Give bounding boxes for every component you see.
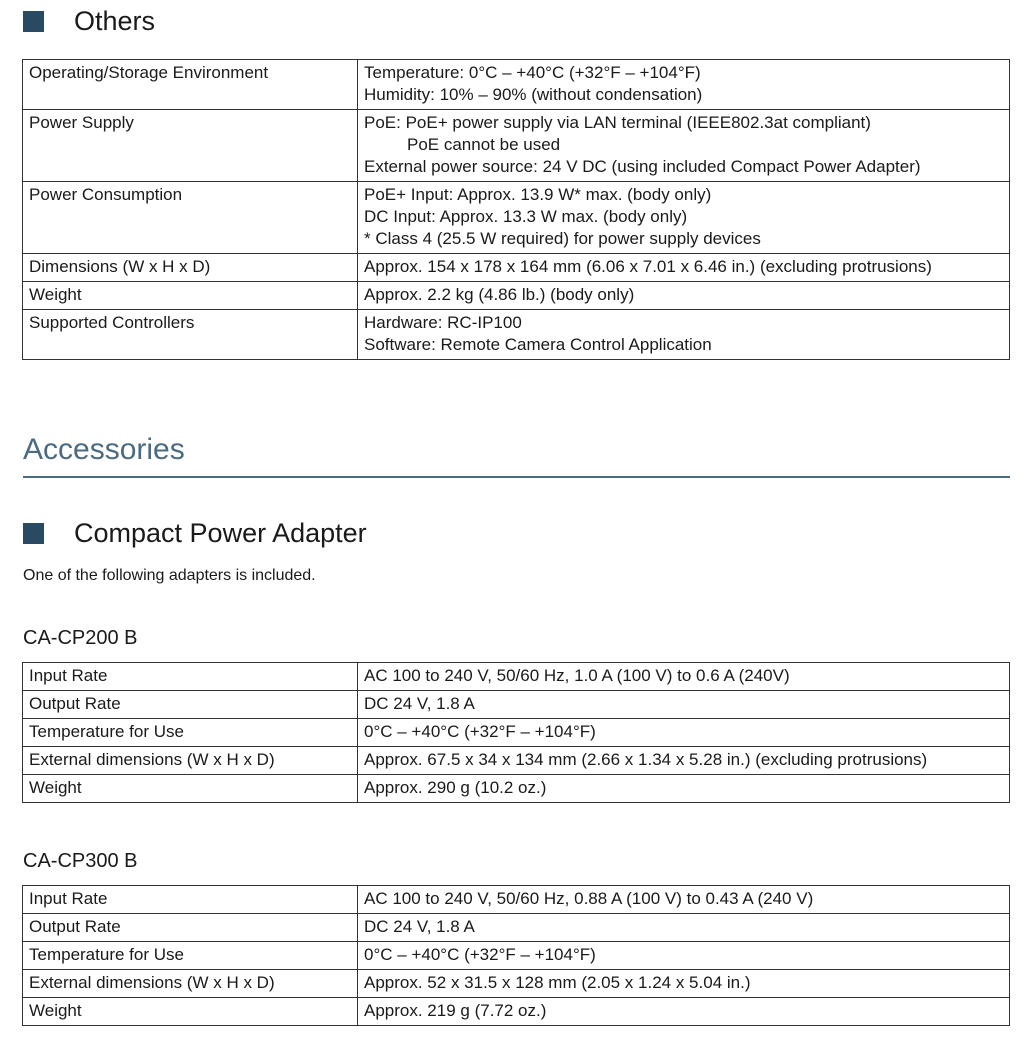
spec-value-line: Approx. 154 x 178 x 164 mm (6.06 x 7.01 x 6.46 in.) (excluding protrusions)	[364, 257, 932, 276]
spec-label: Power Consumption	[23, 182, 358, 254]
table-row	[23, 254, 1010, 282]
model-heading-cp300: CA-CP300 B	[23, 850, 138, 872]
spec-label: Output Rate	[23, 691, 358, 719]
table-row	[23, 691, 1010, 719]
spec-label: Input Rate	[23, 663, 358, 691]
spec-label: Weight	[23, 775, 358, 803]
spec-value	[358, 60, 1010, 110]
table-row	[23, 182, 1010, 254]
model-heading-cp200: CA-CP200 B	[23, 627, 138, 649]
spec-value: DC 24 V, 1.8 A	[358, 914, 1010, 942]
table-row	[23, 310, 1010, 360]
table-row	[23, 110, 1010, 182]
spec-value	[358, 110, 1010, 182]
spec-value-line: Humidity: 10% – 90% (without condensation)	[364, 85, 703, 104]
spec-value: Approx. 290 g (10.2 oz.)	[358, 775, 1010, 803]
spec-value	[358, 182, 1010, 254]
others-spec-table	[22, 59, 1010, 360]
spec-label: Output Rate	[23, 914, 358, 942]
spec-value: Approx. 219 g (7.72 oz.)	[358, 998, 1010, 1026]
table-row	[23, 775, 1010, 803]
square-bullet-icon	[23, 523, 44, 544]
others-heading-text: Others	[74, 6, 156, 36]
table-row	[23, 886, 1010, 914]
spec-value: AC 100 to 240 V, 50/60 Hz, 0.88 A (100 V) to 0.43 A (240 V)	[358, 886, 1010, 914]
table-row	[23, 747, 1010, 775]
table-row	[23, 998, 1010, 1026]
spec-value	[358, 282, 1010, 310]
spec-label: Weight	[23, 282, 358, 310]
spec-value: 0°C – +40°C (+32°F – +104°F)	[358, 719, 1010, 747]
spec-value-line: DC Input: Approx. 13.3 W max. (body only)	[364, 207, 688, 226]
spec-value: AC 100 to 240 V, 50/60 Hz, 1.0 A (100 V) to 0.6 A (240V)	[358, 663, 1010, 691]
spec-value: Approx. 67.5 x 34 x 134 mm (2.66 x 1.34 x 5.28 in.) (excluding protrusions)	[358, 747, 1010, 775]
spec-label: Temperature for Use	[23, 719, 358, 747]
spec-label: Supported Controllers	[23, 310, 358, 360]
table-row	[23, 719, 1010, 747]
table-row	[23, 970, 1010, 998]
compact-power-adapter-heading-text: Compact Power Adapter	[74, 518, 367, 548]
spec-label: External dimensions (W x H x D)	[23, 747, 358, 775]
spec-label: External dimensions (W x H x D)	[23, 970, 358, 998]
spec-label: Dimensions (W x H x D)	[23, 254, 358, 282]
adapter-intro-text: One of the following adapters is included.	[23, 567, 316, 584]
table-row	[23, 282, 1010, 310]
others-heading	[23, 6, 155, 37]
spec-value-line: Temperature: 0°C – +40°C (+32°F – +104°F)	[364, 63, 701, 82]
accessories-heading: Accessories	[23, 432, 1010, 478]
spec-value	[358, 310, 1010, 360]
cp300-spec-table	[22, 885, 1010, 1026]
spec-value-line: PoE+ Input: Approx. 13.9 W* max. (body only)	[364, 185, 712, 204]
compact-power-adapter-heading	[23, 518, 367, 549]
spec-label: Weight	[23, 998, 358, 1026]
spec-value-line: Software: Remote Camera Control Application	[364, 335, 712, 354]
spec-value: 0°C – +40°C (+32°F – +104°F)	[358, 942, 1010, 970]
spec-value	[358, 254, 1010, 282]
spec-value-line: External power source: 24 V DC (using included Compact Power Adapter)	[364, 157, 921, 176]
square-bullet-icon	[23, 11, 44, 32]
spec-value: Approx. 52 x 31.5 x 128 mm (2.05 x 1.24 x 5.04 in.)	[358, 970, 1010, 998]
table-row	[23, 60, 1010, 110]
spec-value-line: Approx. 2.2 kg (4.86 lb.) (body only)	[364, 285, 635, 304]
spec-value-line: PoE: PoE+ power supply via LAN terminal (IEEE802.3at compliant)	[364, 113, 871, 132]
table-row	[23, 942, 1010, 970]
spec-label: Input Rate	[23, 886, 358, 914]
table-row	[23, 914, 1010, 942]
spec-value-line: PoE cannot be used	[407, 135, 561, 154]
spec-value-line: Hardware: RC-IP100	[364, 313, 522, 332]
spec-label: Temperature for Use	[23, 942, 358, 970]
spec-label: Power Supply	[23, 110, 358, 182]
spec-label: Operating/Storage Environment	[23, 60, 358, 110]
spec-value-line: * Class 4 (25.5 W required) for power supply devices	[364, 229, 761, 248]
cp200-spec-table	[22, 662, 1010, 803]
spec-value: DC 24 V, 1.8 A	[358, 691, 1010, 719]
table-row	[23, 663, 1010, 691]
